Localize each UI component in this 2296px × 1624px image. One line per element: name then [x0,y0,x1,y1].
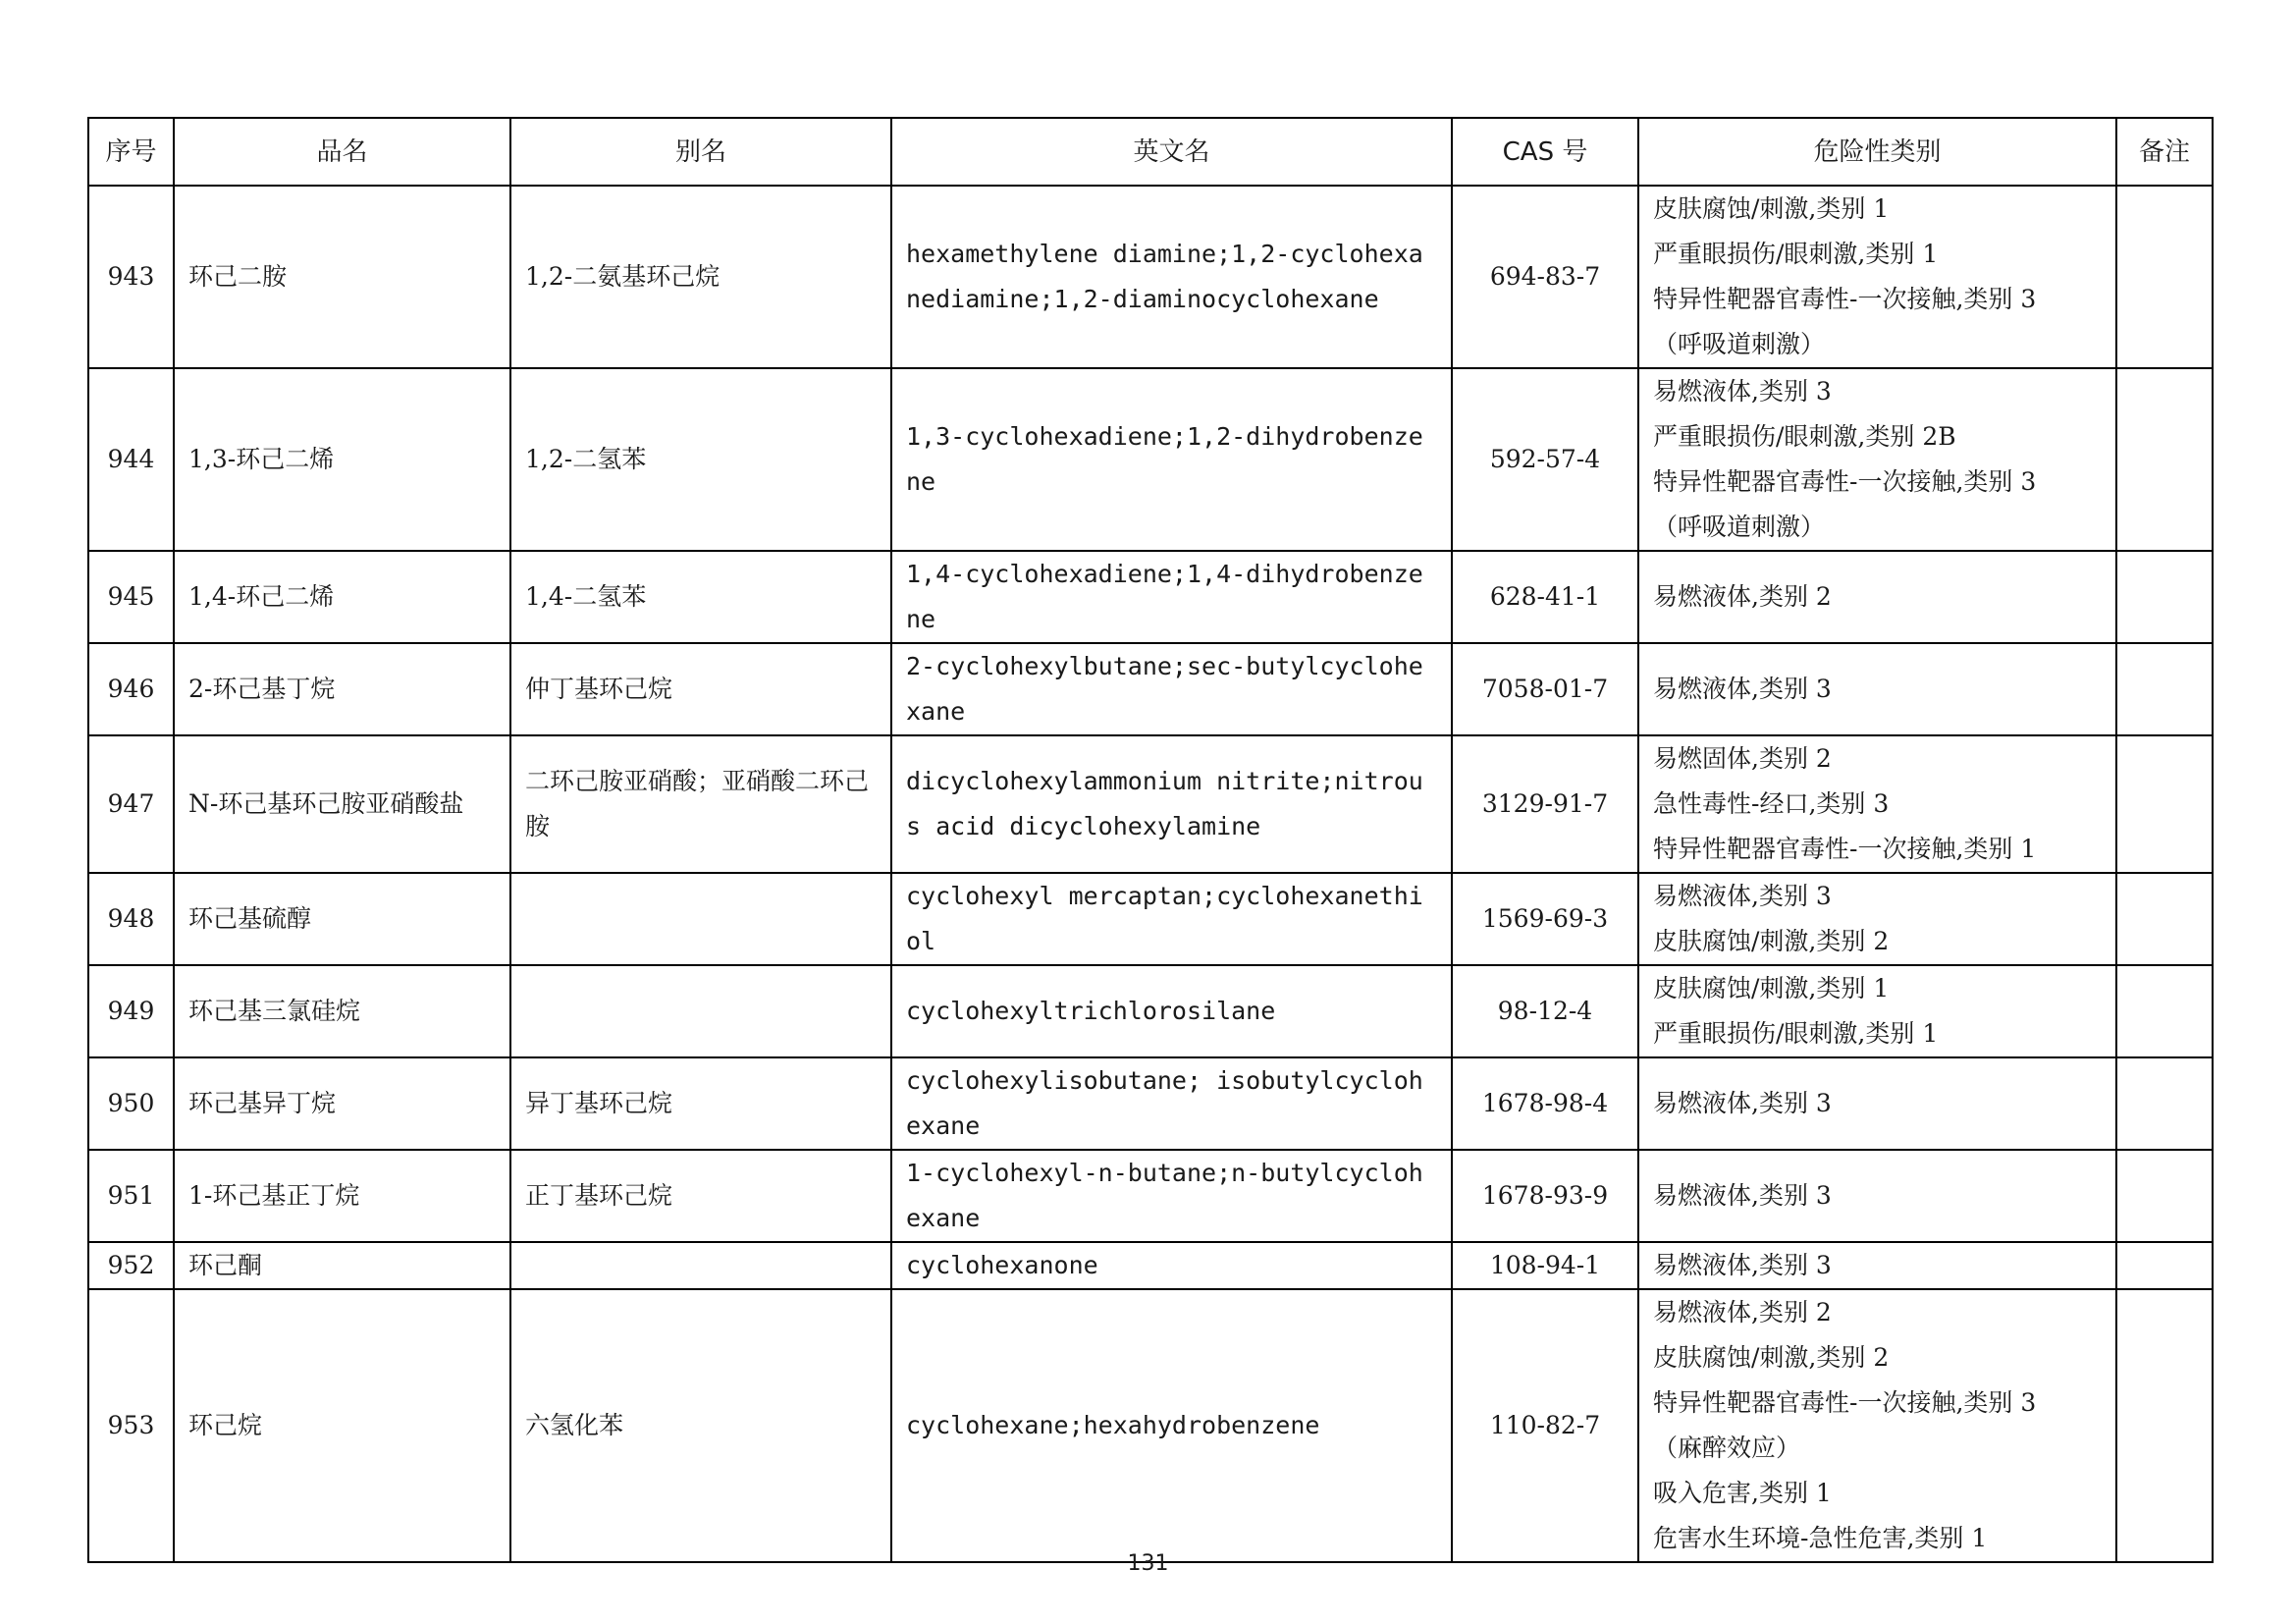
table-row [88,873,2213,965]
table-row [88,1150,2213,1242]
cas-number: 7058-01-7 [1452,643,1638,735]
row-number: 950 [88,1057,174,1150]
remark [2116,873,2213,965]
table-row [88,1057,2213,1150]
hazard-categories [1638,1150,2116,1242]
alias-name: 异丁基环己烷 [510,1057,891,1150]
remark [2116,186,2213,368]
alias-name [510,965,891,1057]
table-row [88,1242,2213,1289]
header-name: 品名 [174,118,510,186]
hazard-line: 易燃液体,类别 2 [1653,1298,1832,1326]
row-number: 946 [88,643,174,735]
alias-name: 正丁基环己烷 [510,1150,891,1242]
hazard-line: 皮肤腐蚀/刺激,类别 2 [1653,1343,1890,1372]
product-name: 环己基异丁烷 [174,1057,510,1150]
table-body [88,186,2213,1562]
remark [2116,1289,2213,1562]
header-english-name: 英文名 [891,118,1452,186]
remark [2116,551,2213,643]
row-number: 949 [88,965,174,1057]
alias-name: 1,2-二氨基环己烷 [510,186,891,368]
cas-number: 628-41-1 [1452,551,1638,643]
product-name: 1,3-环己二烯 [174,368,510,551]
table-row [88,643,2213,735]
table-row [88,1289,2213,1562]
row-number: 945 [88,551,174,643]
table-row [88,186,2213,368]
hazard-categories [1638,735,2116,873]
hazard-line: 危害水生环境-急性危害,类别 1 [1653,1524,1988,1552]
remark [2116,1150,2213,1242]
header-no: 序号 [88,118,174,186]
product-name: 环己酮 [174,1242,510,1289]
hazard-categories [1638,965,2116,1057]
english-name: cyclohexylisobutane; isobutylcyclohexane [891,1057,1452,1150]
table-row [88,551,2213,643]
english-name: 1,3-cyclohexadiene;1,2-dihydrobenzene [891,368,1452,551]
hazard-line: 易燃液体,类别 3 [1653,1089,1832,1117]
header-alias: 别名 [510,118,891,186]
cas-number: 1569-69-3 [1452,873,1638,965]
remark [2116,1057,2213,1150]
cas-number: 1678-93-9 [1452,1150,1638,1242]
hazard-line: 易燃液体,类别 3 [1653,675,1832,703]
hazard-line: 易燃固体,类别 2 [1653,744,1832,773]
alias-name: 二环己胺亚硝酸；亚硝酸二环己胺 [510,735,891,873]
hazard-line: 严重眼损伤/眼刺激,类别 1 [1653,240,1939,268]
table-row [88,735,2213,873]
row-number: 947 [88,735,174,873]
hazard-line: 特异性靶器官毒性-一次接触,类别 3 [1653,285,2037,313]
header-hazard: 危险性类别 [1638,118,2116,186]
hazard-line: 急性毒性-经口,类别 3 [1653,789,1890,818]
hazard-line: 易燃液体,类别 3 [1653,377,1832,406]
page-number: 131 [1127,1551,1169,1576]
hazard-line: （麻醉效应） [1653,1434,1801,1462]
english-name: hexamethylene diamine;1,2-cyclohexanediamine;1,2-diaminocyclohexane [891,186,1452,368]
product-name: 环己基三氯硅烷 [174,965,510,1057]
remark [2116,643,2213,735]
product-name: N-环己基环己胺亚硝酸盐 [174,735,510,873]
hazard-line: 特异性靶器官毒性-一次接触,类别 1 [1653,835,2037,863]
cas-number: 592-57-4 [1452,368,1638,551]
english-name: 1-cyclohexyl-n-butane;n-butylcyclohexane [891,1150,1452,1242]
hazard-line: 易燃液体,类别 3 [1653,1181,1832,1210]
english-name: cyclohexyl mercaptan;cyclohexanethiol [891,873,1452,965]
header-remark: 备注 [2116,118,2213,186]
row-number: 953 [88,1289,174,1562]
product-name: 2-环己基丁烷 [174,643,510,735]
alias-name [510,873,891,965]
cas-number: 110-82-7 [1452,1289,1638,1562]
hazard-categories [1638,1057,2116,1150]
cas-number: 3129-91-7 [1452,735,1638,873]
alias-name: 1,4-二氢苯 [510,551,891,643]
remark [2116,368,2213,551]
header-cas: CAS 号 [1452,118,1638,186]
hazard-line: 严重眼损伤/眼刺激,类别 1 [1653,1019,1939,1048]
remark [2116,735,2213,873]
english-name: cyclohexyltrichlorosilane [891,965,1452,1057]
alias-name: 六氢化苯 [510,1289,891,1562]
row-number: 952 [88,1242,174,1289]
hazard-line: 皮肤腐蚀/刺激,类别 2 [1653,927,1890,955]
hazard-line: （呼吸道刺激） [1653,513,1826,541]
english-name: dicyclohexylammonium nitrite;nitrous acid dicyclohexylamine [891,735,1452,873]
hazard-line: 皮肤腐蚀/刺激,类别 1 [1653,974,1890,1002]
table-row [88,965,2213,1057]
english-name: 1,4-cyclohexadiene;1,4-dihydrobenzene [891,551,1452,643]
english-name: cyclohexane;hexahydrobenzene [891,1289,1452,1562]
alias-name: 仲丁基环己烷 [510,643,891,735]
row-number: 948 [88,873,174,965]
product-name: 1,4-环己二烯 [174,551,510,643]
row-number: 951 [88,1150,174,1242]
alias-name [510,1242,891,1289]
remark [2116,1242,2213,1289]
hazard-categories [1638,368,2116,551]
hazard-line: 特异性靶器官毒性-一次接触,类别 3 [1653,467,2037,496]
hazard-line: 易燃液体,类别 3 [1653,882,1832,910]
hazard-line: 易燃液体,类别 3 [1653,1251,1832,1279]
hazard-line: （呼吸道刺激） [1653,330,1826,358]
product-name: 环己二胺 [174,186,510,368]
cas-number: 1678-98-4 [1452,1057,1638,1150]
product-name: 环己基硫醇 [174,873,510,965]
hazard-line: 吸入危害,类别 1 [1653,1479,1832,1507]
hazard-line: 特异性靶器官毒性-一次接触,类别 3 [1653,1388,2037,1417]
hazard-line: 皮肤腐蚀/刺激,类别 1 [1653,194,1890,223]
english-name: cyclohexanone [891,1242,1452,1289]
hazard-categories [1638,1289,2116,1562]
hazard-line: 易燃液体,类别 2 [1653,582,1832,611]
english-name: 2-cyclohexylbutane;sec-butylcyclohexane [891,643,1452,735]
alias-name: 1,2-二氢苯 [510,368,891,551]
cas-number: 98-12-4 [1452,965,1638,1057]
cas-number: 694-83-7 [1452,186,1638,368]
remark [2116,965,2213,1057]
cas-number: 108-94-1 [1452,1242,1638,1289]
product-name: 环己烷 [174,1289,510,1562]
hazard-categories [1638,186,2116,368]
table-row [88,368,2213,551]
hazard-categories [1638,1242,2116,1289]
hazard-line: 严重眼损伤/眼刺激,类别 2B [1653,422,1956,451]
hazard-categories [1638,551,2116,643]
row-number: 944 [88,368,174,551]
product-name: 1-环己基正丁烷 [174,1150,510,1242]
hazard-categories [1638,643,2116,735]
row-number: 943 [88,186,174,368]
hazard-categories [1638,873,2116,965]
chemical-table [87,117,2214,1563]
table-header-row [88,118,2213,186]
